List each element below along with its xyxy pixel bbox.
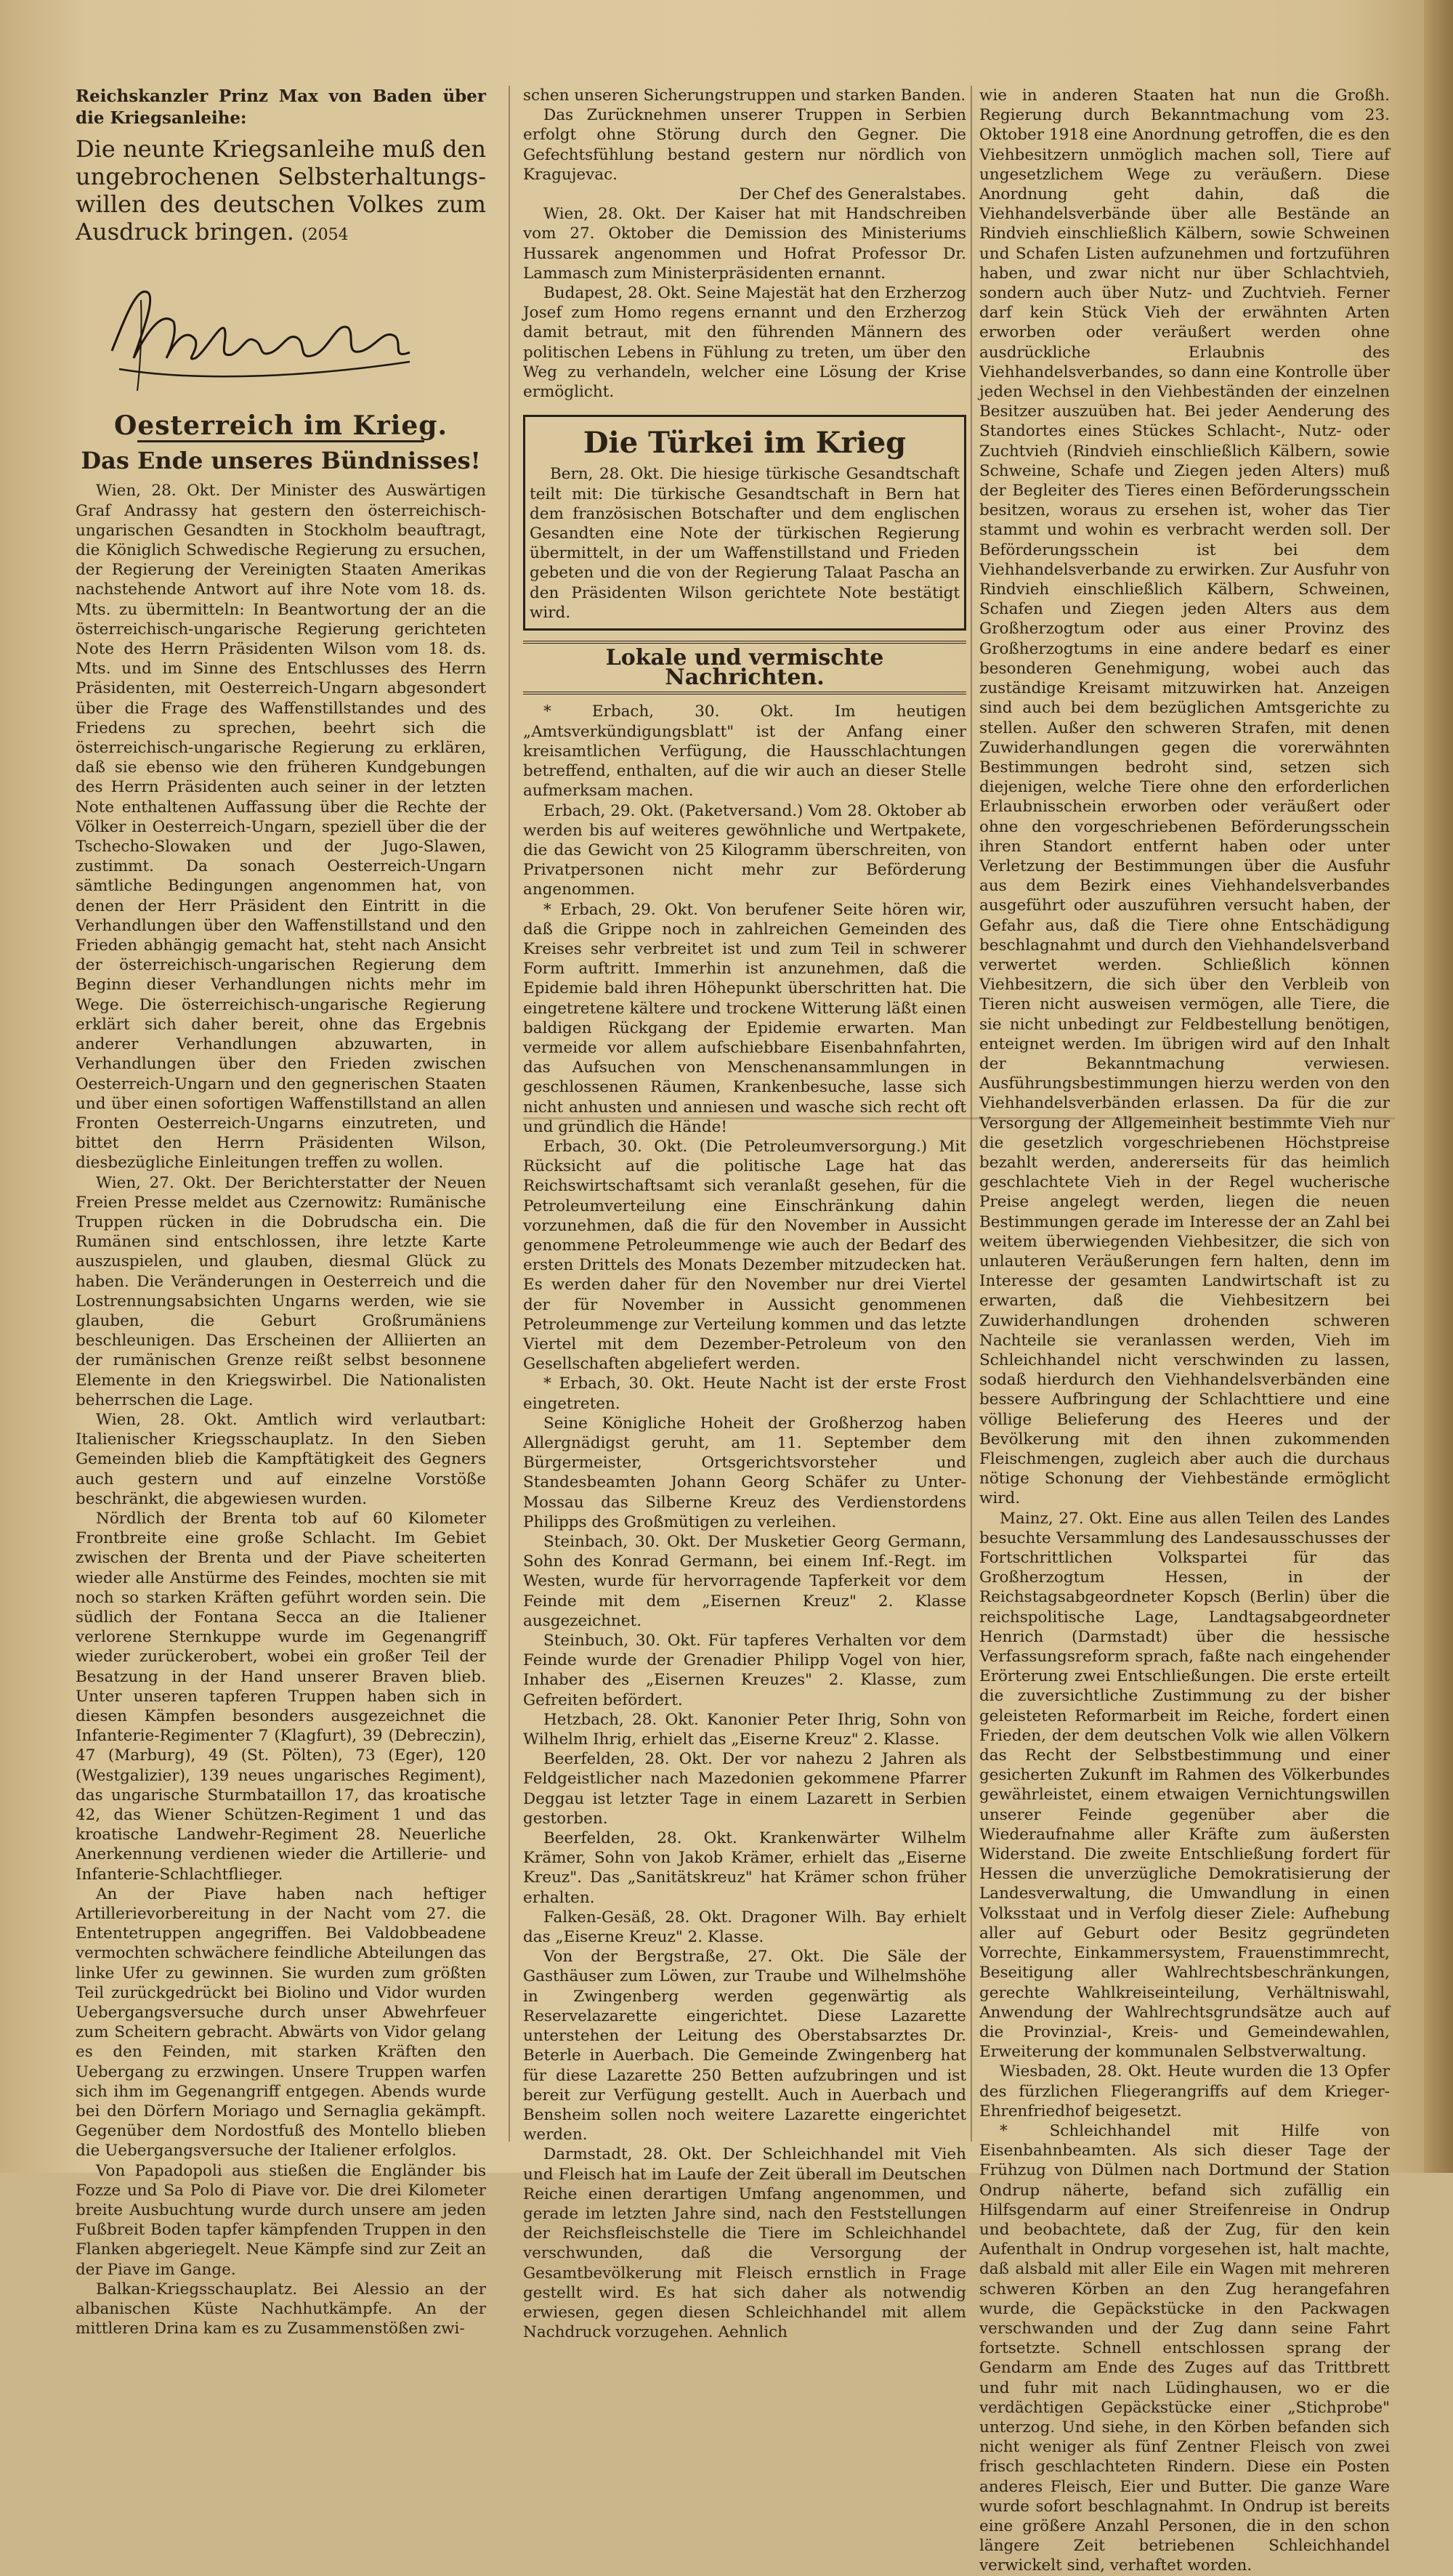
paragraph: Nördlich der Brenta tob auf 60 Kilometer Frontbreite eine große Schlacht. Im Gebiet zwischen der Brenta und der Piave scheiterten wieder alle Anstürme des Feindes, mochten sie mit noch so starken Kräften geführt worden sein. Die südlich der Fontana Secca an die Italiener verlorene Sternkuppe wurde im Gegenangriff wieder zurückerobert, wobei ein großer Teil der Besatzung in der Hand unserer Braven blieb. Unter unseren tapferen Truppen haben sich in diesen Kämpfen besonders ausgezeichnet die Infanterie-Regimenter 7 (Klagfurt), 39 (Debreczin), 47 (Marburg), 49 (St. Pölten), 73 (Eger), 120 (Westgalizier), 139 neues ungarisches Regiment), das ungarische Sturmbataillon 17, das kroatische 42, das Wiener Schützen-Regiment 1 und das kroatische Landwehr-Regiment 28. Neuerliche Anerkennung verdienen wieder die Artillerie- und Infanterie-Schlachtflieger. xyxy=(76,1509,486,1884)
paragraph: Hetzbach, 28. Okt. Kanonier Peter Ihrig, Sohn von Wilhelm Ihrig, erhielt das „Eiserne Kreuz" 2. Klasse. xyxy=(523,1710,966,1749)
column-2 xyxy=(523,86,966,2342)
paragraph: Erbach, 30. Okt. (Die Petroleumversorgung.) Mit Rücksicht auf die politische Lage hat das Reichswirtschaftsamt sich veranlaßt gesehen, für die Petroleumverteilung eine Einschränkung dahin vorzunehmen, daß die für den November in Aussicht genommene Petroleummenge wie auch der Bedarf des ersten Drittels des Monats Dezember mitzudecken hat. Es werden daher für den November nur drei Viertel der für November in Aussicht genommenen Petroleummenge zur Verteilung kommen und das letzte Viertel mit dem Dezember-Petroleum von den Gesellschaften abgeliefert werden. xyxy=(523,1137,966,1374)
signoff: Der Chef des Generalstabes. xyxy=(739,185,966,204)
paragraph: * Erbach, 30. Okt. Heute Nacht ist der erste Frost eingetreten. xyxy=(523,1374,966,1413)
column-rule xyxy=(509,86,510,2142)
ad-intro: Reichskanzler Prinz Max von Baden über die Kriegsanleihe: xyxy=(76,86,486,128)
paragraph: Bern, 28. Okt. Die hiesige türkische Gesandtschaft teilt mit: Die türkische Gesandtschaft in Bern hat dem französischen Botschafter und dem englischen Gesandten eine Note der türkischen Regierung übermittelt, in der um Waffenstillstand und Frieden gebeten und die von der Regierung Talaat Pascha an den Präsidenten Wilson gerichtete Note bestätigt wird. xyxy=(530,465,960,622)
paragraph: Erbach, 29. Okt. (Paketversand.) Vom 28. Oktober ab werden bis auf weiteres gewöhnliche und Wertpakete, die das Gewicht von 25 Kilogramm überschreiten, von Privatpersonen nicht mehr zur Beförderung angenommen. xyxy=(523,801,966,899)
article-head-alliance: Das Ende unseres Bündnisses! xyxy=(81,447,481,475)
column-3 xyxy=(979,86,1390,2575)
paragraph: Von der Bergstraße, 27. Okt. Die Säle der Gasthäuser zum Löwen, zur Traube und Wilhelmshöhe in Zwingenberg werden gegenwärtig als Reservelazarette eingerichtet. Diese Lazarette unterstehen der Leitung des Oberstabsarztes Dr. Beterle in Auerbach. Die Gemeinde Zwingenberg hat für diese Lazarette 250 Betten aufzubringen und ist bereit zur Verfügung gestellt. Auch in Auerbach und Bensheim sollen noch weitere Lazarette eingerichtet werden. xyxy=(523,1948,966,2144)
paragraph: Falken-Gesäß, 28. Okt. Dragoner Wilh. Bay erhielt das „Eiserne Kreuz" 2. Klasse. xyxy=(523,1908,966,1947)
paragraph: * Schleichhandel mit Hilfe von Eisenbahnbeamten. Als sich dieser Tage der Frühzug von Dülmen nach Dortmund der Station Ondrup näherte, befand sich zufällig ein Hilfsgendarm auf einer Streifenreise in Ondrup und beobachtete, daß der Zug, für den kein Aufenthalt in Ondrup vorgesehen ist, halt machte, daß alsbald mit aller Eile ein Wagen mit mehreren schweren Körben an den Zug herangefahren wurde, die Gepäckstücke in den Packwagen verschwanden und der Zug dann seine Fahrt fortsetzte. Schnell entschlossen sprang der Gendarm am Ende des Zuges auf das Trittbrett und fuhr mit nach Lüdinghausen, wo er die verdächtigen Gepäckstücke einer „Stichprobe" unterzog. Und siehe, in den Körben befanden sich nicht weniger als fünf Zentner Fleisch von zwei frisch geschlachteten Rindern. Diese ein Posten anderes Fleisch, Eier und Butter. Die ganze Ware wurde sofort beschlagnahmt. In Ondrup ist bereits eine größere Anzahl Personen, die in den schon längere Zeit betriebenen Schleichhandel verwickelt sind, verhaftet worden. xyxy=(979,2121,1390,2575)
paragraph: Von Papadopoli aus stießen die Engländer bis Fozze und Sa Polo di Piave vor. Die drei Kilometer breite Ausbuchtung wurde durch unsere am jeden Fußbreit Boden tapfer kämpfenden Truppen in den Flanken abgeriegelt. Neue Kämpfe sind zur Zeit an der Piave im Gange. xyxy=(76,2161,486,2279)
paragraph: * Erbach, 29. Okt. Von berufener Seite hören wir, daß die Grippe noch in zahlreichen Gemeinden des Kreises sehr verbreitet ist und zum Teil in schwerer Form auftritt. Immerhin ist anzunehmen, daß die Epidemie bald ihren Höhepunkt überschritten hat. Die eingetretene kältere und trockene Witterung läßt einen baldigen Rückgang der Epidemie erwarten. Man vermeide vor allem aufschiebbare Eisenbahnfahrten, das Aufsuchen von Menschenansammlungen in geschlossenen Räumen, Krankenbesuche, lasse sich nicht anhusten und anniesen und wasche sich recht oft und gründlich die Hände! xyxy=(523,900,966,1136)
paragraph: Steinbach, 30. Okt. Der Musketier Georg Germann, Sohn des Konrad Germann, bei einem Inf.-Regt. im Westen, wurde für hervorragende Tapferkeit vor dem Feinde mit dem „Eisernen Kreuz" 2. Klasse ausgezeichnet. xyxy=(523,1533,966,1630)
paragraph: schen unseren Sicherungstruppen und starken Banden. xyxy=(523,86,966,105)
paragraph: Steinbuch, 30. Okt. Für tapferes Verhalten vor dem Feinde wurde der Grenadier Philipp Vogel von hier, Inhaber des „Eisernen Kreuzes" 2. Klasse, zum Gefreiten befördert. xyxy=(523,1632,966,1709)
paragraph: Wien, 27. Okt. Der Berichterstatter der Neuen Freien Presse meldet aus Czernowitz: Rumänische Truppen rücken in die Dobrudscha ein. Die Rumänen sind entschlossen, ihre letzte Karte auszuspielen, und glauben, diesmal Glück zu haben. Die Veränderungen in Oesterreich und die Lostrennungsabsichten Ungarns werden, wie sie glauben, die Geburt Großrumäniens beschleunigen. Das Erscheinen der Alliierten an der rumänischen Grenze reißt selbst besonnene Elemente in den Kriegswirbel. Die Nationalisten beherrschen die Lage. xyxy=(76,1173,486,1409)
paragraph: Mainz, 27. Okt. Eine aus allen Teilen des Landes besuchte Versammlung des Landesausschusses der Fortschrittlichen Volkspartei für das Großherzogtum Hessen, in der Reichstagsabgeordneter Kopsch (Berlin) über die reichspolitische Lage, Landtagsabgeordneter Henrich (Darmstadt) über die hessische Verfassungsreform sprach, faßte nach eingehender Erörterung zwei Entschließungen. Die erste erteilt die zuversichtliche Zustimmung zu der bisher geleisteten Reformarbeit im Reiche, fordert einen Frieden, der dem deutschen Volk wie allen Völkern das Recht der Selbstbestimmung und einer gesicherten Zukunft im Rahmen des Völkerbundes gewährleistet, einem etwaigen Vernichtungswillen unserer Feinde gegenüber aber die Wiederaufnahme aller Kräfte zum äußersten Widerstand. Die zweite Entschließung fordert für Hessen die unverzügliche Demokratisierung der Landesverwaltung, die Umwandlung in einen Volksstaat und in Verfolg dieser Ziele: Aufhebung aller auf Geburt oder Besitz gegründeten Vorrechte, Einkammersystem, Frauenstimmrecht, Beseitigung aller Wahlrechtsbeschränkungen, gerechte Wahlkreiseinteilung, Verhältniswahl, Anwendung der Wahlrechtsgrundsätze auch auf die Provinzial-, Kreis- und Gemeindewahlen, Erweiterung der kommunalen Selbstverwaltung. xyxy=(979,1509,1390,2062)
paragraph: Darmstadt, 28. Okt. Der Schleichhandel mit Vieh und Fleisch hat im Laufe der Zeit überall im Deutschen Reiche einen derartigen Umfang angenommen, und gerade im letzten Jahre sind, nach den Feststellungen der Reichsfleischstelle die Tiere im Schleichhandel verschwunden, daß die Versorgung der Gesamtbevölkerung mit Fleisch ernstlich in Frage gestellt wird. Es hat sich daher als notwendig erwiesen, gegen diesen Schleichhandel mit allem Nachdruck vorzugehen. Aehnlich xyxy=(523,2145,966,2342)
ad-code: (2054 xyxy=(301,226,349,244)
turkey-box xyxy=(523,415,966,631)
column-rule xyxy=(971,86,972,2142)
local-news-heading: Lokale und vermischte Nachrichten. xyxy=(523,641,966,694)
column-1 xyxy=(76,86,486,2338)
paragraph: Wiesbaden, 28. Okt. Heute wurden die 13 Opfer des fürzlichen Fliegerangriffs auf dem Krieger-Ehrenfriedhof beigesetzt. xyxy=(979,2062,1390,2121)
paragraph: Balkan-Kriegsschauplatz. Bei Alessio an der albanischen Küste Nachhutkämpfe. An der mittleren Drina kam es zu Zusammenstößen zwi- xyxy=(76,2280,486,2338)
turkey-heading: Die Türkei im Krieg xyxy=(583,426,907,461)
paragraph: * Erbach, 30. Okt. Im heutigen „Amtsverkündigungsblatt" ist der Anfang einer kreisamtlichen Verfügung, die Hausschlachtungen betreffend, enthalten, auf die wir auch an dieser Stelle aufmerksam machen. xyxy=(523,702,966,801)
signature-image xyxy=(97,271,446,394)
paragraph: Wien, 28. Okt. Der Kaiser hat mit Handschreiben vom 27. Oktober die Demission des Ministeriums Hussarek angenommen und Hofrat Professor Dr. Lammasch zum Ministerpräsidenten ernannt. xyxy=(523,205,966,283)
paragraph: Wien, 28. Okt. Der Minister des Auswärtigen Graf Andrassy hat gestern den österreichisch-ungarischen Gesandten in Stockholm beauftragt, die Königlich Schwedische Regierung zu ersuchen, der Regierung der Vereinigten Staaten Amerikas nachstehende Antwort auf ihre Note vom 18. ds. Mts. zu übermitteln: In Beantwortung der an die österreichisch-ungarische Regierung gerichteten Note des Herrn Präsidenten Wilson vom 18. ds. Mts. und im Sinne des Entschlusses des Herrn Präsidenten, mit Oesterreich-Ungarn abgesondert über die Frage des Waffenstillstandes und des Friedens zu sprechen, beehrt sich die österreichisch-ungarische Regierung zu erklären, daß sie ebenso wie den früheren Kundgebungen des Herrn Präsidenten auch seiner in der letzten Note enthaltenen Auffassung über die Rechte der Völker in Oesterreich-Ungarn, speziell über die der Tschecho-Slowaken und der Jugo-Slawen, zustimmt. Da sonach Oesterreich-Ungarn sämtliche Bedingungen angenommen hat, von denen der Herr Präsident den Eintritt in die Verhandlungen über den Waffenstillstand und den Frieden abhängig gemacht hat, steht nach Ansicht der österreichisch-ungarischen Regierung dem Beginn dieser Verhandlungen nichts mehr im Wege. Die österreichisch-ungarische Regierung erklärt sich daher bereit, ohne das Ergebnis anderer Verhandlungen abzuwarten, in Verhandlungen über den Frieden zwischen Oesterreich-Ungarn und den gegnerischen Staaten und über einen sofortigen Waffenstillstand an allen Fronten Oesterreich-Ungarns einzutreten, und bittet den Herrn Präsidenten Wilson, diesbezügliche Einleitungen treffen zu wollen. xyxy=(76,482,486,1172)
paragraph: Das Zurücknehmen unserer Truppen in Serbien erfolgt ohne Störung durch den Gegner. Die Gefechtsfühlung bestand gestern nur nördlich von Kragujevac. xyxy=(523,106,966,184)
paragraph: An der Piave haben nach heftiger Artillerievorbereitung in der Nacht vom 27. die Ententetruppen angegriffen. Bei Valdobbeadene vermochten schwächere feindliche Abteilungen das linke Ufer zu gewinnen. Sie wurden zum größten Teil zurückgedrückt bei Biolino und Vidor wurden Uebergangsversuche durch unser Abwehrfeuer zum Scheitern gebracht. Abwärts von Vidor gelang es den Feinden, mit starken Kräften den Uebergang zu erzwingen. Unsere Truppen warfen sich ihm im Gegenangriff entgegen. Abends wurde bei den Dörfern Moriago und Sernaglia gekämpft. Gegenüber dem Nordostfuß des Montello blieben die Uebergangsversuche der Italiener erfolglos. xyxy=(76,1884,486,2160)
paragraph: Budapest, 28. Okt. Seine Majestät hat den Erzherzog Josef zum Homo regens ernannt und den Erzherzog damit betraut, mit den führenden Männern des politischen Lebens in Fühlung zu treten, um über den Weg zu verhandeln, welcher eine Lösung der Krise ermöglicht. xyxy=(523,284,966,402)
signature xyxy=(97,271,486,394)
section-head-austria: Oesterreich im Krieg. xyxy=(76,416,486,442)
paragraph: Beerfelden, 28. Okt. Der vor nahezu 2 Jahren als Feldgeistlicher nach Mazedonien gekommene Pfarrer Deggau ist letzter Tage in einem Lazarett in Serbien gestorben. xyxy=(523,1750,966,1828)
ad-main-text: Die neunte Kriegsanleihe muß den ungebrochenen Selbsterhaltungs- willen des deutschen Volkes zum Ausdruck bringen. (2054 xyxy=(76,135,486,246)
paragraph: wie in anderen Staaten hat nun die Großh. Regierung durch Bekanntmachung vom 23. Oktober 1918 eine Anordnung getroffen, die es den Viehbesitzern unmöglich machen soll, Tiere auf ungesetzlichem Wege zu veräußern. Diese Anordnung geht dahin, daß die Viehhandelsverbände über alle Bestände an Rindvieh einschließlich Kälbern, sowie Schweinen und Schafen Listen aufzunehmen und fortzuführen haben, und zwar nicht nur über Schlachtvieh, sondern auch über Nutz- und Zuchtvieh. Ferner darf kein Stück Vieh der erwähnten Arten erworben oder veräußert werden ohne ausdrückliche Erlaubnis des Viehhandelsverbandes, so dann eine Kontrolle über jeden Wechsel in den Viehbeständen der einzelnen Besitzer auszuüben hat. Bei jeder Aenderung des Standortes eines Stückes Schlacht-, Nutz- oder Zuchtvieh (Rindvieh einschließlich Kälbern, sowie Schweine, Schafe und Ziegen jeden Alters) muß der Begleiter des Tieres einen Beförderungsschein besitzen, woraus zu ersehen ist, woher das Tier stammt und wohin es verbracht werden soll. Der Beförderungsschein ist bei dem Viehhandelsverbande zu erwirken. Zur Ausfuhr von Rindvieh einschließlich Kälbern, Schweinen, Schafen und Ziegen jeden Alters aus dem Großherzogtum oder aus einer Provinz des Großherzogtums in eine andere bedarf es einer besonderen Genehmigung, wobei auch das zuständige Kreisamt mitzuwirken hat. Anzeigen sind auch bei dem bezüglichen Amtsgerichte zu stellen. Außer den schweren Strafen, mit denen Zuwiderhandlungen gegen die vorerwähnten Bestimmungen bedroht sind, setzen sich diejenigen, welche Tiere ohne den erforderlichen Erlaubnisschein erworben oder veräußert oder ohne den vorgeschriebenen Beförderungsschein ihren Standort entfernt haben oder unter Verletzung der Bestimmungen über die Ausfuhr aus dem Bezirk eines Viehhandelsverbandes ausgeführt oder auszuführen versucht haben, der Gefahr aus, daß die Tiere ohne Entschädigung beschlagnahmt und durch den Viehhandelsverband verwertet werden. Schließlich können Viehbesitzern, die sich über den Verbleib von Tieren nicht ausweisen vermögen, alle Tiere, die sie nicht unbedingt zur Feldbestellung benötigen, enteignet werden. Im übrigen wird auf den Inhalt der Bekanntmachung verwiesen. Ausführungsbestimmungen hierzu werden von den Viehhandelsverbänden erlassen. Da für die zur Versorgung der Allgemeinheit bestimmte Vieh nur die gesetzlich vorgeschriebenen Höchstpreise bezahlt werden, andererseits für das heimlich geschlachtete Vieh in der Regel wucherische Preise angelegt werden, liegen die neuen Bestimmungen gerade im Interesse der an Zahl bei weitem überwiegenden Viehbesitzer, die sich von unlauteren Veräußerungen fern halten, denn im Interesse der gesamten Landwirtschaft ist zu erwarten, daß die Viehbesitzern bei Zuwiderhandlungen drohenden schweren Nachteile sie veranlassen werden, Vieh im Schleichhandel nicht verschwinden zu lassen, sodaß hierdurch den Viehhandelsverbänden eine bessere Aufbringung der Schlachttiere und eine völlige Belieferung des Heeres und der Bevölkerung mit den ihnen zukommenden Fleischmengen, zugleich aber auch die durchaus nötige Schonung der Viehbestände ermöglicht wird. xyxy=(979,86,1390,1508)
page-edge xyxy=(1424,0,1453,2173)
paragraph: Seine Königliche Hoheit der Großherzog haben Allergnädigst geruht, am 11. September dem Bürgermeister, Ortsgerichtsvorsteher und Standesbeamten Johann Georg Schäfer zu Unter-Mossau das Silberne Kreuz des Verdienstordens Philipps des Großmütigen zu verleihen. xyxy=(523,1414,966,1531)
paragraph: Wien, 28. Okt. Amtlich wird verlautbart: Italienischer Kriegsschauplatz. In den Sieben Gemeinden blieb die Kampftätigkeit des Gegners auch gestern und auf einzelne Vorstöße beschränkt, die abgewiesen wurden. xyxy=(76,1410,486,1508)
paragraph: Beerfelden, 28. Okt. Krankenwärter Wilhelm Krämer, Sohn von Jakob Krämer, erhielt das „Eiserne Kreuz". Das „Sanitätskreuz" hat Krämer schon früher erhalten. xyxy=(523,1829,966,1907)
